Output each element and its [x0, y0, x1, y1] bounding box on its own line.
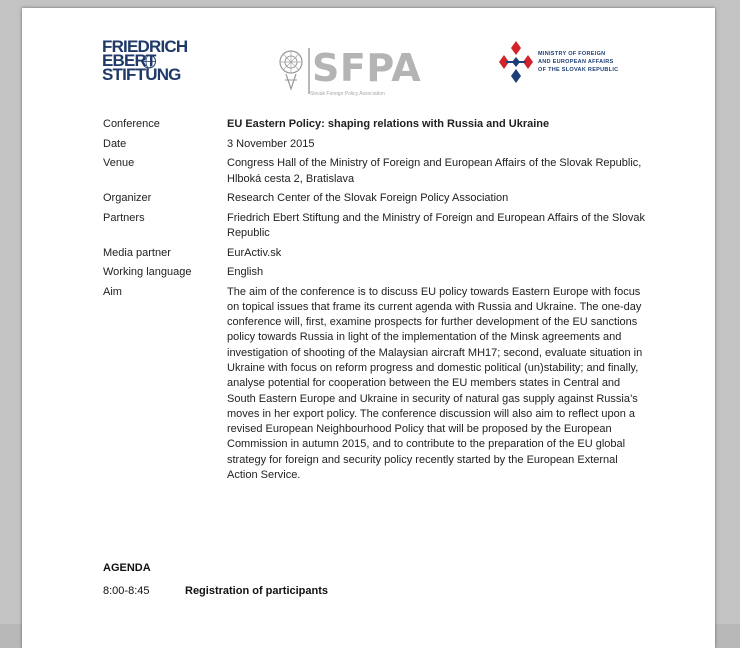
ministry-name: [538, 50, 618, 74]
info-label: Working language: [103, 266, 192, 278]
info-value: Congress Hall of the Ministry of Foreign and European Affairs of the Slovak Republic, Hlboká cesta 2, Bratislava: [227, 157, 642, 185]
conference-title: EU Eastern Policy: shaping relations with Russia and Ukraine: [227, 118, 550, 130]
fes-logo: [102, 37, 222, 102]
ministry-logo: [498, 38, 698, 98]
info-row-organizer: [103, 191, 663, 207]
ministry-line: AND EUROPEAN AFFAIRS: [538, 59, 614, 65]
info-label: Organizer: [103, 192, 152, 204]
info-label: Date: [103, 137, 127, 150]
info-label: Media partner: [103, 246, 171, 259]
ministry-emblem-icon: [498, 40, 538, 88]
document-page: [22, 8, 715, 648]
info-label: Conference: [103, 118, 160, 130]
info-value: Research Center of the Slovak Foreign Policy Association: [227, 192, 509, 204]
conference-info: [103, 117, 663, 487]
info-label: Partners: [103, 211, 145, 224]
sfpa-wordmark: SFPA: [312, 46, 422, 90]
fes-logo-line: FRIEDRICH: [102, 37, 188, 56]
ministry-line: OF THE SLOVAK REPUBLIC: [538, 67, 619, 73]
info-value: English: [227, 266, 264, 278]
sfpa-divider: [308, 48, 311, 94]
agenda-time: 8:00-8:45: [103, 585, 150, 597]
aim-paragraph: The aim of the conference is to discuss EU policy towards Eastern Europe with focus on topical issues that frame its current agenda with Russia and Ukraine. The one-day conference will, first, examine prospects for further development of the EU sanctions policy towards Russia in light of the implementation of the Minsk agreements and investigation of shooting of the Malaysian aircraft MH17; second, evaluate situation in Ukraine with focus on reform progress and domestic political (un)stability; and finally, analyse potential for cooperation between the EU members states in Central and South Eastern Europe and Ukraine in security of natural gas supply against Russia’s moves in her export policy. The conference discussion will also aim to reflect upon a revised European Neighbourhood Policy that will be proposed by the European Commission in autumn 2015, and to contribute to the preparation of the EU global strategy for foreign and security policy recently started by the European External Action Service.: [227, 285, 643, 482]
sfpa-emblem-icon: [274, 44, 308, 94]
info-value: 3 November 2015: [227, 137, 315, 150]
info-value: Friedrich Ebert Stiftung and the Ministry of Foreign and European Affairs of the Slovak Republic: [227, 211, 646, 239]
agenda-item: Registration of participants: [185, 585, 329, 597]
info-row-media-partner: [103, 246, 663, 262]
fes-logo-line: EBERT: [102, 51, 156, 70]
sfpa-subtitle: Slovak Foreign Policy Association: [310, 91, 385, 97]
fes-logo-line: STIFTUNG: [102, 65, 181, 84]
info-row-partners: [103, 211, 663, 242]
info-value: EurActiv.sk: [227, 246, 282, 259]
info-label: Aim: [103, 285, 122, 298]
globe-icon: [138, 54, 160, 69]
info-row-date: [103, 137, 663, 153]
info-row-conference: [103, 117, 663, 133]
info-row-aim: [103, 285, 663, 484]
agenda-row: [103, 585, 328, 597]
info-row-venue: [103, 156, 663, 187]
agenda-heading: AGENDA: [103, 562, 151, 574]
info-row-working-language: [103, 265, 663, 281]
ministry-line: MINISTRY OF FOREIGN: [538, 51, 606, 57]
info-label: Venue: [103, 157, 135, 169]
sfpa-logo: [272, 42, 442, 98]
